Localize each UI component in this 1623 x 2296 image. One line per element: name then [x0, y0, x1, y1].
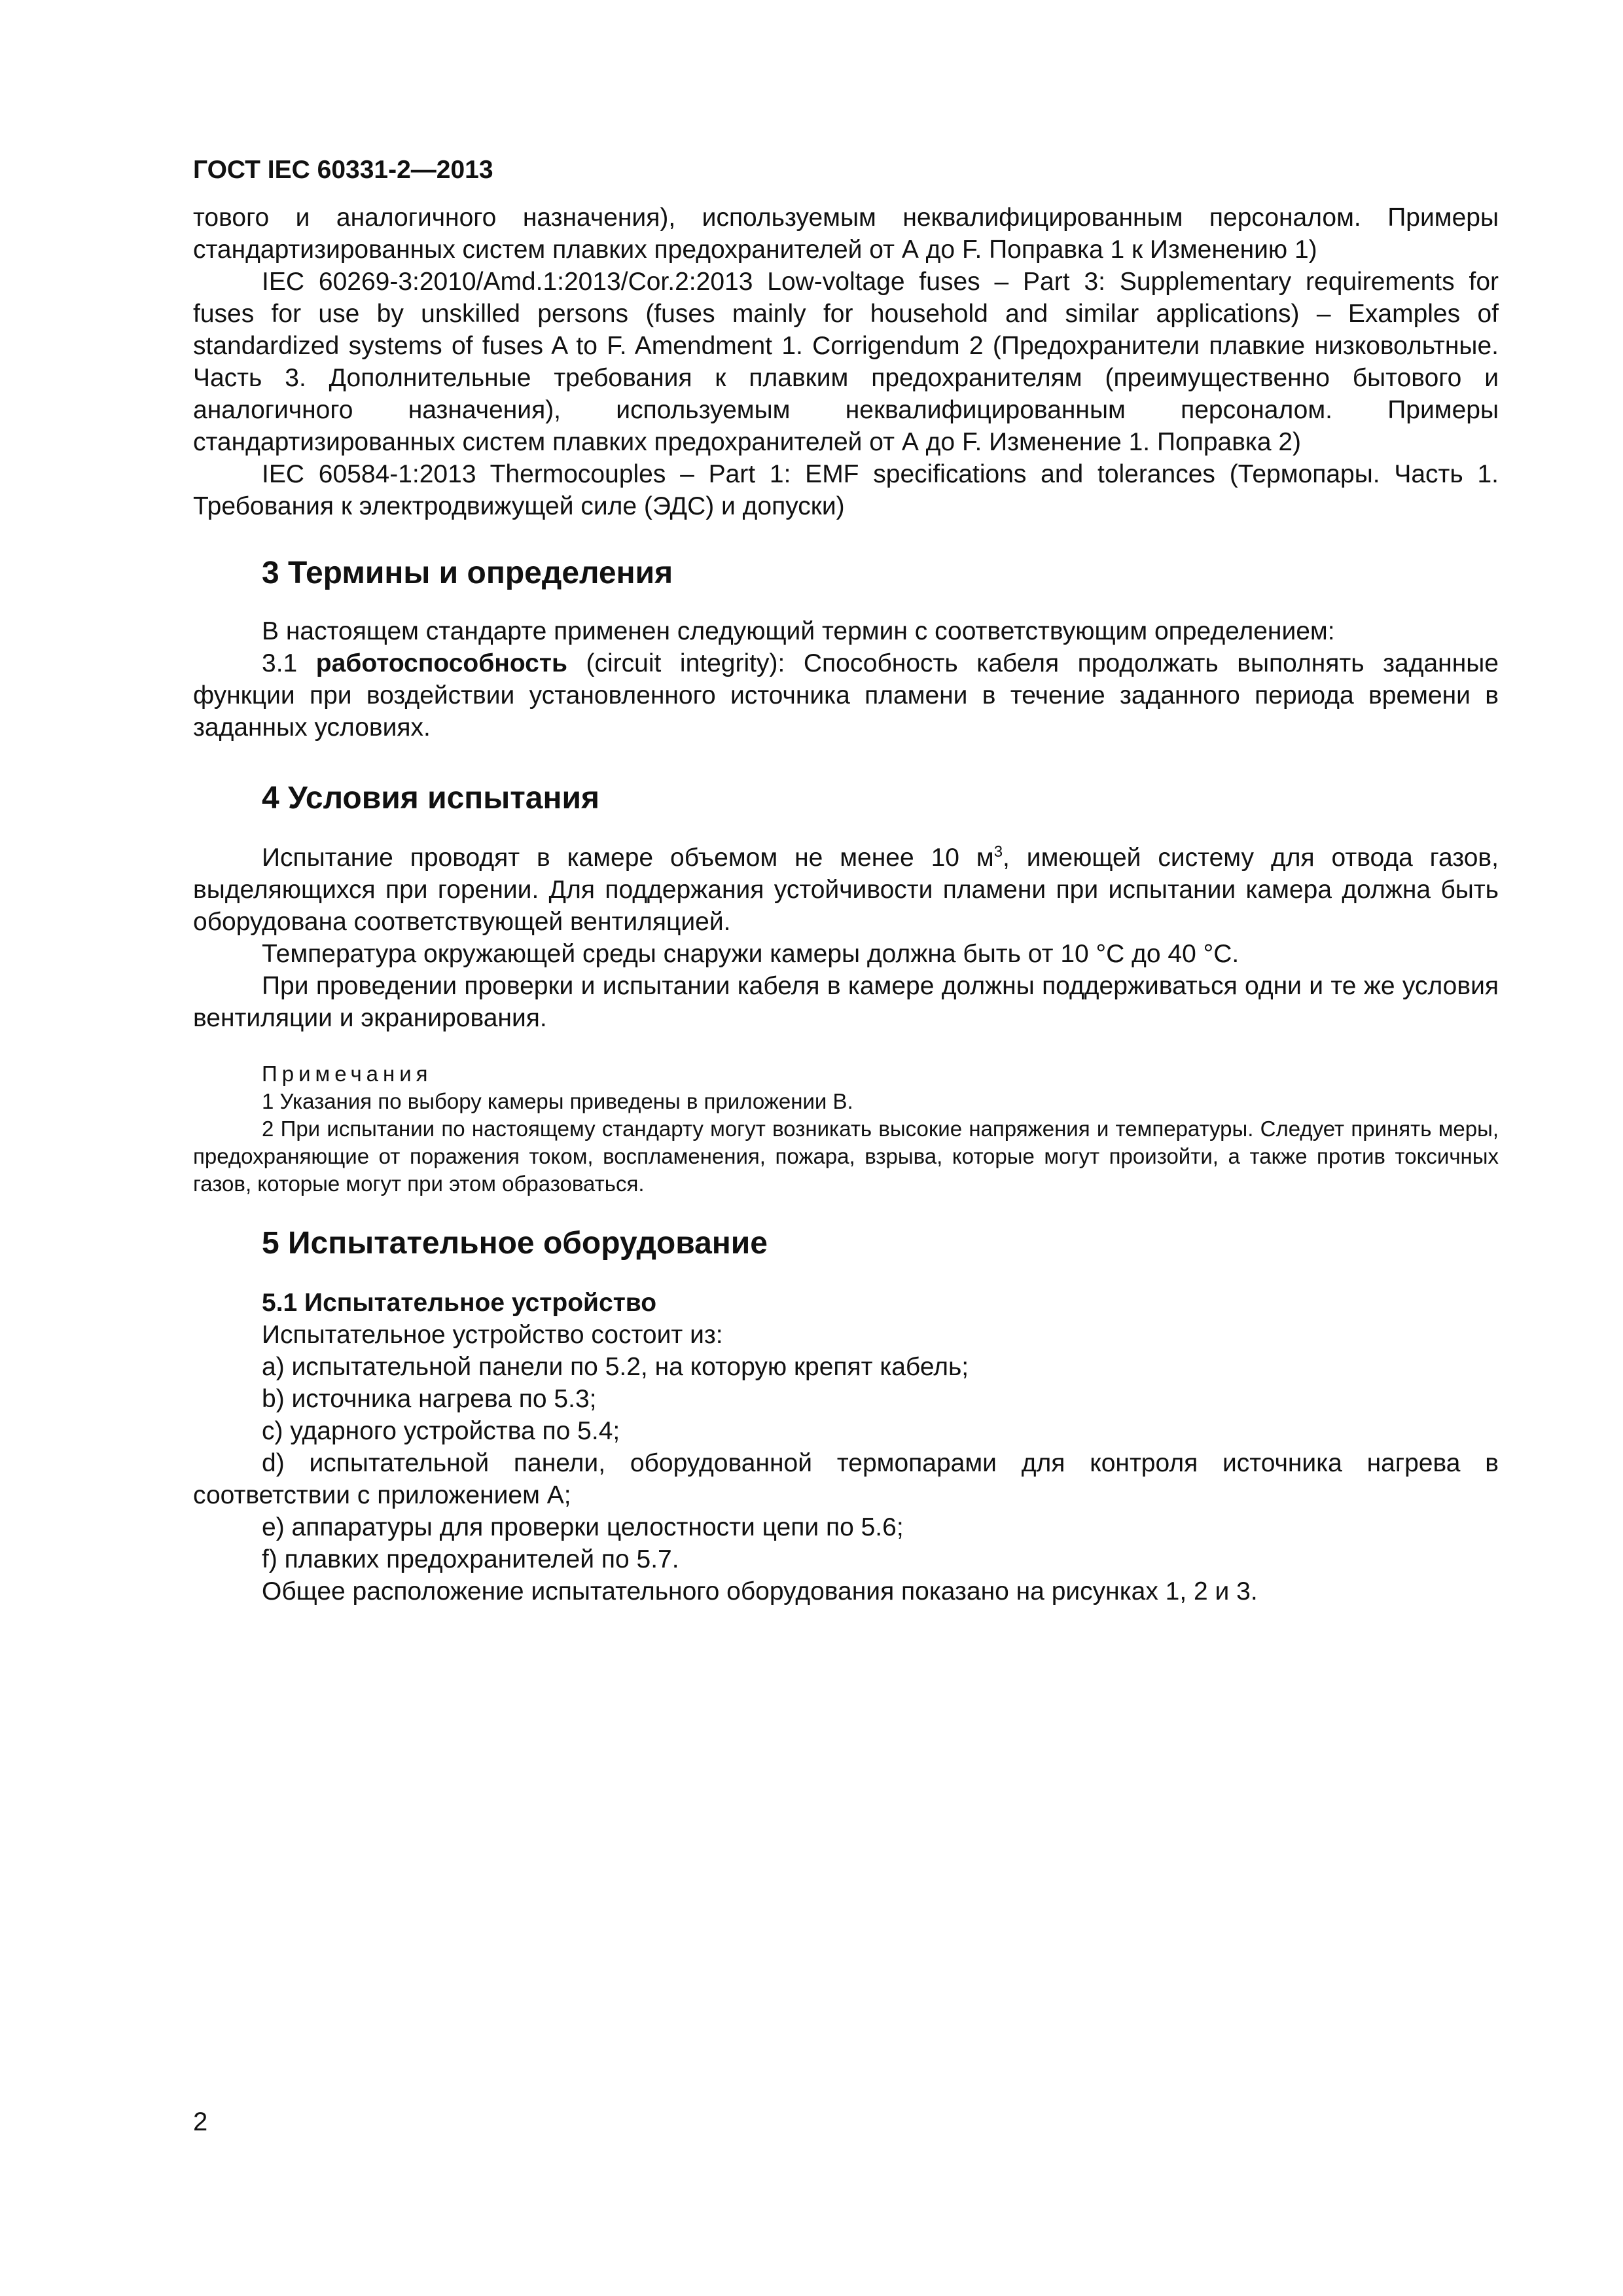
term-text: (circuit integrity): Способность кабеля продолжать выполнять заданные функции при воздействии установленного источника пламени в течение заданного периода времени в заданных условиях. [193, 649, 1499, 742]
notes-heading: Примечания [262, 1062, 433, 1086]
section-heading: 3 Термины и определения [262, 556, 673, 590]
list-item: b) источника нагрева по 5.3; [262, 1385, 597, 1413]
term-number: 3.1 [262, 649, 298, 677]
body-paragraph: Температура окружающей среды снаружи камеры должна быть от 10 °С до 40 °С. [262, 940, 1240, 968]
list-item: c) ударного устройства по 5.4; [262, 1417, 620, 1445]
body-paragraph: При проведении проверки и испытании кабеля в камере должны поддерживаться одни и те же условия вентиляции и экранирования. [193, 972, 1499, 1032]
list-item: f) плавких предохранителей по 5.7. [262, 1545, 679, 1573]
subsection-heading: 5.1 Испытательное устройство [262, 1289, 657, 1317]
term-name: работоспособность [315, 649, 567, 677]
body-paragraph: Испытательное устройство состоит из: [262, 1321, 723, 1349]
section-heading: 4 Условия испытания [262, 781, 599, 816]
body-paragraph: Общее расположение испытательного оборудования показано на рисунках 1, 2 и 3. [262, 1577, 1258, 1605]
list-item: e) аппаратуры для проверки целостности цепи по 5.6; [262, 1513, 904, 1541]
document-header: ГОСТ IEC 60331-2—2013 [193, 156, 493, 184]
superscript: 3 [993, 843, 1003, 861]
reference-paragraph: тового и аналогичного назначения), используемым неквалифицированным персоналом. Примеры стандартизированных систем плавких предохранителей от А до F. Поправка 1 к Изменению 1) [193, 204, 1499, 264]
note-item: 2 При испытании по настоящему стандарту могут возникать высокие напряжения и температуры. Следует принять меры, предохраняющие от поражения током, воспламенения, пожара, взрыва, которые могут произойти, а также против токсичных газов, которые могут при этом образоваться. [193, 1117, 1499, 1196]
document-body [193, 202, 1499, 1607]
reference-paragraph: IEC 60584-1:2013 Thermocouples – Part 1: EMF specifications and tolerances (Термопары. Часть 1. Требования к электродвижущей силе (ЭДС) и допуски) [193, 460, 1499, 520]
body-paragraph: В настоящем стандарте применен следующий термин с соответствующим определением: [262, 617, 1335, 645]
note-item: 1 Указания по выбору камеры приведены в приложении В. [262, 1089, 853, 1113]
section-heading: 5 Испытательное оборудование [262, 1226, 768, 1261]
reference-paragraph: IEC 60269-3:2010/Amd.1:2013/Cor.2:2013 Low-voltage fuses – Part 3: Supplementary requirements for fuses for use by unskilled persons (fuses mainly for household and similar applications) – Examples of standardized systems of fuses A to F. Amendment 1. Corrigendum 2 (Предохранители плавкие низковольтные. Часть 3. Дополнительные требования к плавким предохранителям (преимущественно бытового и аналогичного назначения), используемым неквалифицированным персоналом. Примеры стандартизированных систем плавких предохранителей от А до F. Изменение 1. Поправка 2) [193, 268, 1499, 456]
page-number: 2 [193, 2108, 208, 2136]
list-item: d) испытательной панели, оборудованной термопарами для контроля источника нагрева в соответствии с приложением А; [193, 1449, 1499, 1509]
list-item: a) испытательной панели по 5.2, на которую крепят кабель; [262, 1353, 969, 1381]
body-paragraph: Испытание проводят в камере объемом не менее 10 $м^3$, имеющей систему для отвода газов, выделяющихся при горении. Для поддержания устойчивости пламени при испытании камера должна быть оборудована соответствующей вентиляцией. [193, 843, 1499, 936]
term-definition [193, 647, 1499, 744]
notes-block [193, 1060, 1499, 1198]
